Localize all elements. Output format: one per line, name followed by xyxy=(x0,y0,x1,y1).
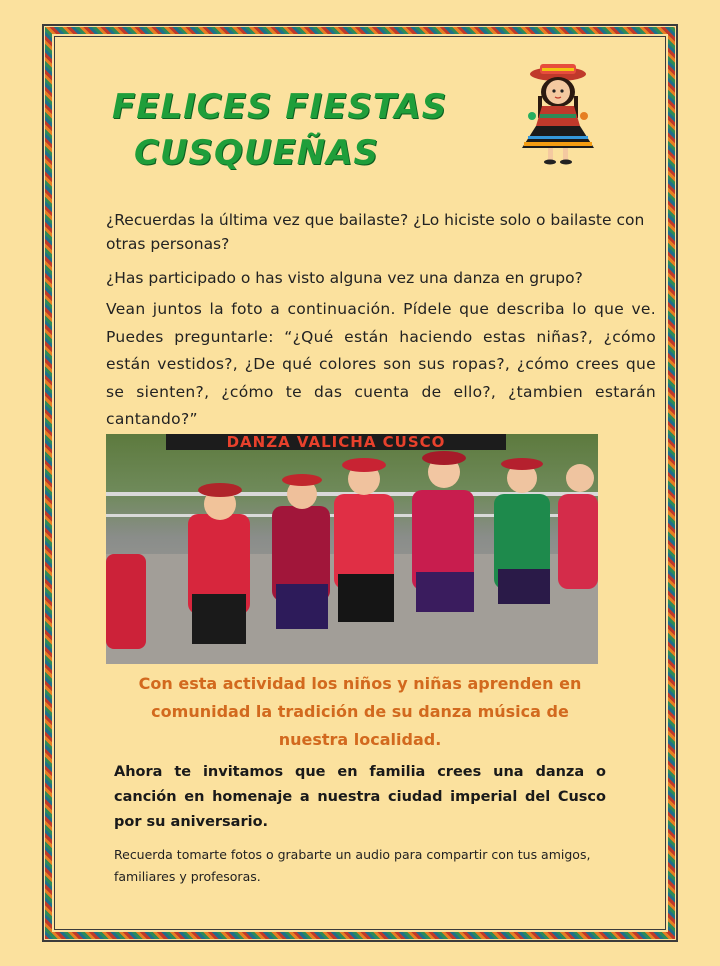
child-dancer-2 xyxy=(272,474,330,629)
child-dancer-5 xyxy=(494,458,550,604)
child-dancer-6 xyxy=(558,464,598,589)
photo-banner: DANZA VALICHA CUSCO xyxy=(166,434,506,450)
question-paragraph-1: ¿Recuerdas la última vez que bailaste? ¿Lo hiciste solo o bailaste con otras personas? xyxy=(106,211,645,253)
title-line-1: FELICES FIESTAS xyxy=(112,87,448,127)
dance-photo-scene xyxy=(106,434,598,664)
invitation-paragraph: Ahora te invitamos que en familia crees una danza o canción en homenaje a nuestra ciudad imperial del Cusco por su aniversario. xyxy=(114,764,606,830)
child-dancer-3 xyxy=(334,458,394,622)
child-dancer-7 xyxy=(106,554,146,649)
photo-caption: Con esta actividad los niños y niñas aprenden en comunidad la tradición de su danza música de nuestra localidad. xyxy=(138,674,582,749)
question-paragraph-2: ¿Has participado o has visto alguna vez una danza en grupo? xyxy=(106,269,583,287)
child-dancer-4 xyxy=(412,451,474,612)
child-dancer-1 xyxy=(188,483,250,644)
cusco-doll-illustration xyxy=(510,58,614,168)
dance-photo xyxy=(106,434,598,664)
page-title xyxy=(112,84,447,176)
reminder-paragraph: Recuerda tomarte fotos o grabarte un audio para compartir con tus amigos, familiares y profesoras. xyxy=(114,847,591,884)
title-line-2: CUSQUEÑAS xyxy=(134,133,380,173)
instruction-paragraph: Vean juntos la foto a continuación. Pídele que describa lo que ve. Puedes preguntarle: “¿Qué están haciendo estas niñas?, ¿cómo están vestidos?, ¿De qué colores son sus ropas?, ¿cómo crees que se sienten?, ¿cómo te das cuenta de ello?, ¿tambien estarán cantando?” xyxy=(106,300,656,428)
